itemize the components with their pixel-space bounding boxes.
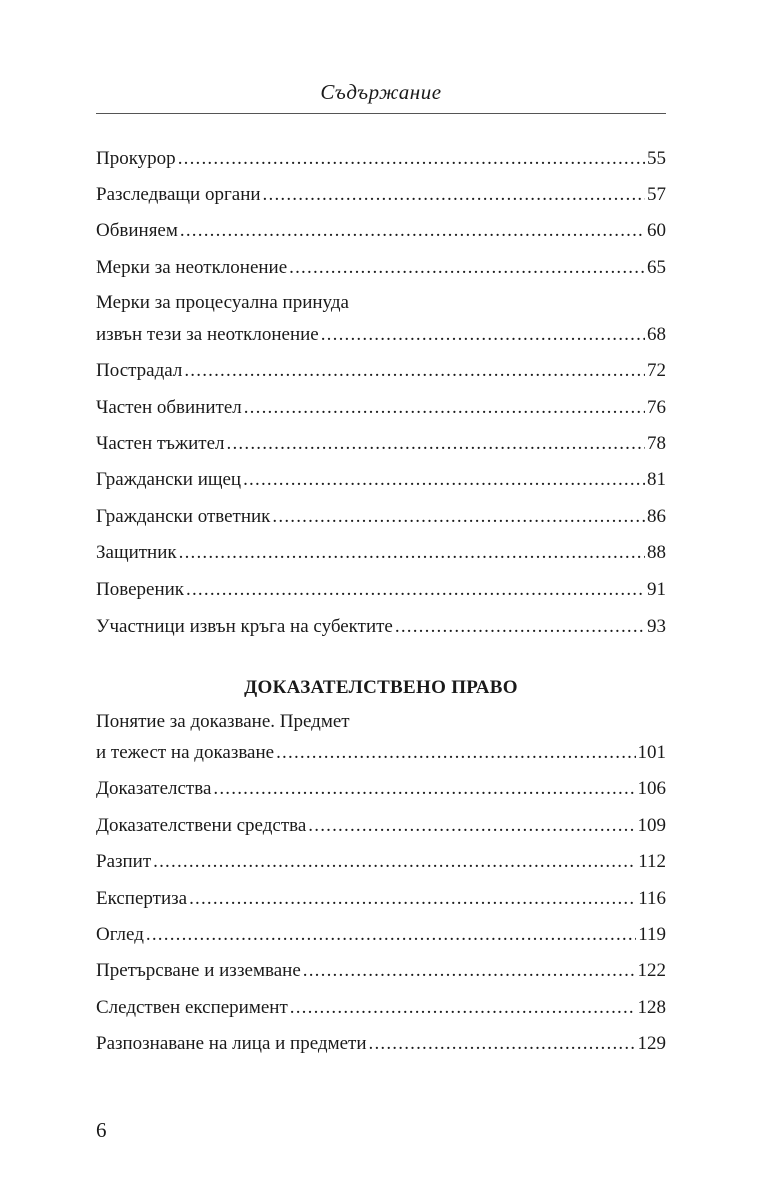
toc-entry-page: 101 [637,742,666,763]
toc-entry[interactable] [96,503,666,531]
toc-entry-page: 78 [647,433,666,454]
toc-entry-title: Разпит [96,851,152,872]
toc-entry-page: 81 [647,469,666,490]
running-head: Съдържание [320,80,442,104]
toc-entry-line1 [96,289,666,317]
toc-entry-title: Разследващи органи [96,184,261,205]
toc-entry[interactable] [96,539,666,567]
toc-entry[interactable] [96,921,666,949]
toc-entry-title: Оглед [96,924,144,945]
toc-entry[interactable] [96,812,666,840]
toc-entry[interactable] [96,739,666,767]
toc-entry[interactable] [96,430,666,458]
toc-entry-page: 65 [647,257,666,278]
toc-entry-title: Претърсване и изземване [96,960,301,981]
toc-entry[interactable] [96,145,666,173]
toc-entry-page: 112 [638,851,666,872]
toc-entry-title: Прокурор [96,148,176,169]
header-rule [96,113,666,114]
toc-entry[interactable] [96,466,666,494]
dot-leader [189,885,636,913]
dot-leader [153,848,636,876]
toc-entry-page: 68 [647,324,666,345]
toc-entry-title: Пострадал [96,360,183,381]
dot-leader [303,957,636,985]
toc-entry-title-line1: Понятие за доказване. Предмет [96,711,350,732]
dot-leader [369,1030,636,1058]
toc-entry-title: Разпознаване на лица и предмети [96,1033,367,1054]
dot-leader [321,321,645,349]
section-heading: ДОКАЗАТЕЛСТВЕНО ПРАВО [244,677,518,698]
toc-entry-page: 129 [637,1033,666,1054]
toc-entry-title: извън тези за неотклонение [96,324,319,345]
toc-entry-page: 86 [647,506,666,527]
toc-entry[interactable] [96,613,666,641]
toc-entry-title: Частен тъжител [96,433,225,454]
toc-entry-page: 106 [637,778,666,799]
dot-leader [244,394,645,422]
dot-leader [308,812,635,840]
toc-entry-line1 [96,708,666,736]
toc-entry-title: Мерки за неотклонение [96,257,288,278]
toc-entry-title: Обвиняем [96,220,178,241]
toc-entry-page: 119 [638,924,666,945]
toc-entry-page: 116 [638,888,666,909]
toc-entry-title: Граждански ответник [96,506,271,527]
dot-leader [146,921,636,949]
toc-entry-title: Участници извън кръга на субектите [96,616,393,637]
dot-leader [178,145,645,173]
dot-leader [276,739,635,767]
dot-leader [395,613,645,641]
toc-entry-title-line1: Мерки за процесуална принуда [96,292,349,313]
toc-entry[interactable] [96,994,666,1022]
toc-entry-page: 60 [647,220,666,241]
toc-entry-page: 55 [647,148,666,169]
dot-leader [186,576,645,604]
toc-entry-page: 76 [647,397,666,418]
toc-entry[interactable] [96,181,666,209]
toc-entry-title: Доказателства [96,778,212,799]
toc-entry[interactable] [96,775,666,803]
dot-leader [184,357,645,385]
dot-leader [272,503,645,531]
toc-entry[interactable] [96,576,666,604]
toc-entry[interactable] [96,254,666,282]
toc-entry-page: 57 [647,184,666,205]
dot-leader [213,775,635,803]
toc-entry-title: Частен обвинител [96,397,242,418]
toc-entry-title: Експертиза [96,888,188,909]
toc-entry[interactable] [96,321,666,349]
toc-entry-page: 122 [637,960,666,981]
toc-entry-page: 128 [637,997,666,1018]
dot-leader [263,181,645,209]
page-number: 6 [96,1118,107,1142]
dot-leader [289,254,645,282]
dot-leader [290,994,636,1022]
dot-leader [179,539,645,567]
toc-entry-title: Граждански ищец [96,469,242,490]
toc-entry[interactable] [96,885,666,913]
toc-entry-title: Следствен експеримент [96,997,288,1018]
toc-entry[interactable] [96,357,666,385]
toc-entry-title: и тежест на доказване [96,742,275,763]
toc-entry-page: 109 [637,815,666,836]
toc-entry[interactable] [96,217,666,245]
toc-entry[interactable] [96,848,666,876]
toc-entry-page: 72 [647,360,666,381]
dot-leader [243,466,645,494]
toc-entry-title: Защитник [96,542,177,563]
toc-entry[interactable] [96,1030,666,1058]
toc-entry-title: Доказателствени средства [96,815,307,836]
toc-entry-page: 91 [647,579,666,600]
toc-entry-page: 88 [647,542,666,563]
toc-entry[interactable] [96,394,666,422]
toc-entry-page: 93 [647,616,666,637]
toc-entry[interactable] [96,957,666,985]
toc-entry-title: Повереник [96,579,185,600]
dot-leader [227,430,645,458]
dot-leader [180,217,645,245]
